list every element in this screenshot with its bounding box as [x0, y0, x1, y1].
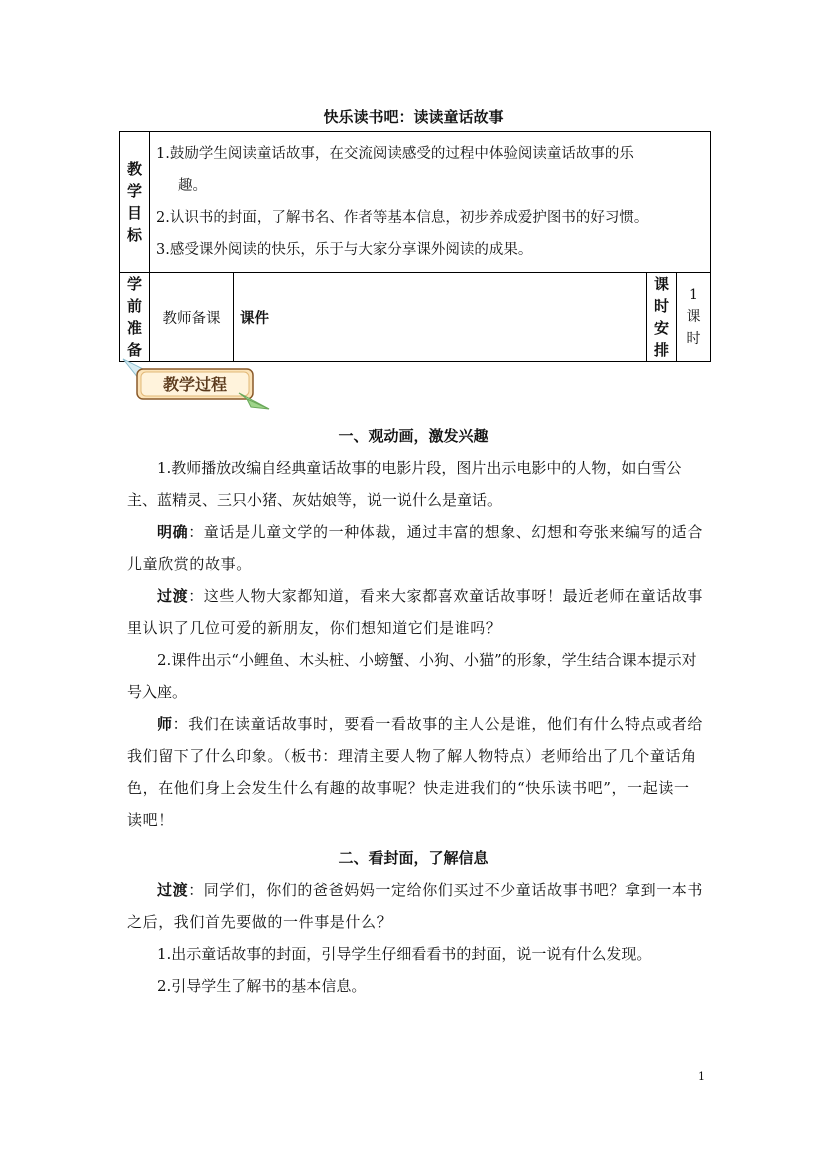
goal-2: 2.认识书的封面，了解书名、作者等基本信息，初步养成爱护图书的好习惯。 [156, 210, 649, 226]
goal-1-cont: 趣。 [178, 178, 207, 194]
section1-paragraph-2: 明确：童话是儿童文学的一种体裁，通过丰富的想象、幻想和夸张来编写的适合儿童欣赏的故事。 [127, 523, 704, 573]
goal-3: 3.感受课外阅读的快乐，乐于与大家分享课外阅读的成果。 [156, 242, 533, 258]
section1-paragraph-1: 1.教师播放改编自经典童话故事的电影片段，图片出示电影中的人物，如白雪公主、蓝精灵、三只小猪、灰姑娘等，说一说什么是童话。 [127, 459, 682, 509]
courseware: 课件 [234, 273, 647, 362]
badge-text: 教学过程 [162, 375, 228, 394]
class-hours: 1 课 时 [677, 273, 711, 362]
lesson-info-table [119, 131, 711, 362]
section1-paragraph-5: 师：我们在读童话故事时，要看一看故事的主人公是谁，他们有什么特点或者给我们留下了什么印象。（板书：理清主要人物了解人物特点）老师给出了几个童话角色，在他们身上会发生什么有趣的故事呢？快走进我们的“快乐读书吧”，一起读一读吧！ [127, 715, 704, 829]
prep-label: 学 前 准 备 [120, 273, 150, 362]
section2-paragraph-1: 过渡：同学们，你们的爸爸妈妈一定给你们买过不少童话故事书吧？拿到一本书之后，我们首先要做的一件事是什么？ [127, 881, 704, 931]
section2-body [127, 874, 705, 1002]
teaching-process-badge [121, 353, 271, 415]
section1-title: 一、观动画，激发兴趣 [338, 427, 489, 445]
schedule-label: 课 时 安 排 [647, 273, 677, 362]
section1-paragraph-3: 过渡：这些人物大家都知道，看来大家都喜欢童话故事呀！最近老师在童话故事里认识了几位可爱的新朋友，你们想知道它们是谁吗？ [127, 587, 704, 637]
page-number: 1 [698, 1070, 705, 1083]
teacher-prep: 教师备课 [150, 273, 234, 362]
section2-paragraph-2: 1.出示童话故事的封面，引导学生仔细看看书的封面，说一说有什么发现。 [157, 945, 652, 963]
section2-title: 二、看封面，了解信息 [338, 849, 489, 867]
section1-body [127, 452, 705, 836]
goals-label: 教 学 目 标 [120, 132, 150, 273]
section1-paragraph-4: 2.课件出示“小鲤鱼、木头桩、小螃蟹、小狗、小猫”的形象，学生结合课本提示对号入座。 [127, 651, 697, 701]
goal-1: 1.鼓励学生阅读童话故事，在交流阅读感受的过程中体验阅读童话故事的乐 [156, 146, 634, 162]
page-title: 快乐读书吧：读读童话故事 [323, 108, 504, 126]
goals-list [150, 132, 711, 273]
section2-paragraph-3: 2.引导学生了解书的基本信息。 [157, 977, 367, 995]
